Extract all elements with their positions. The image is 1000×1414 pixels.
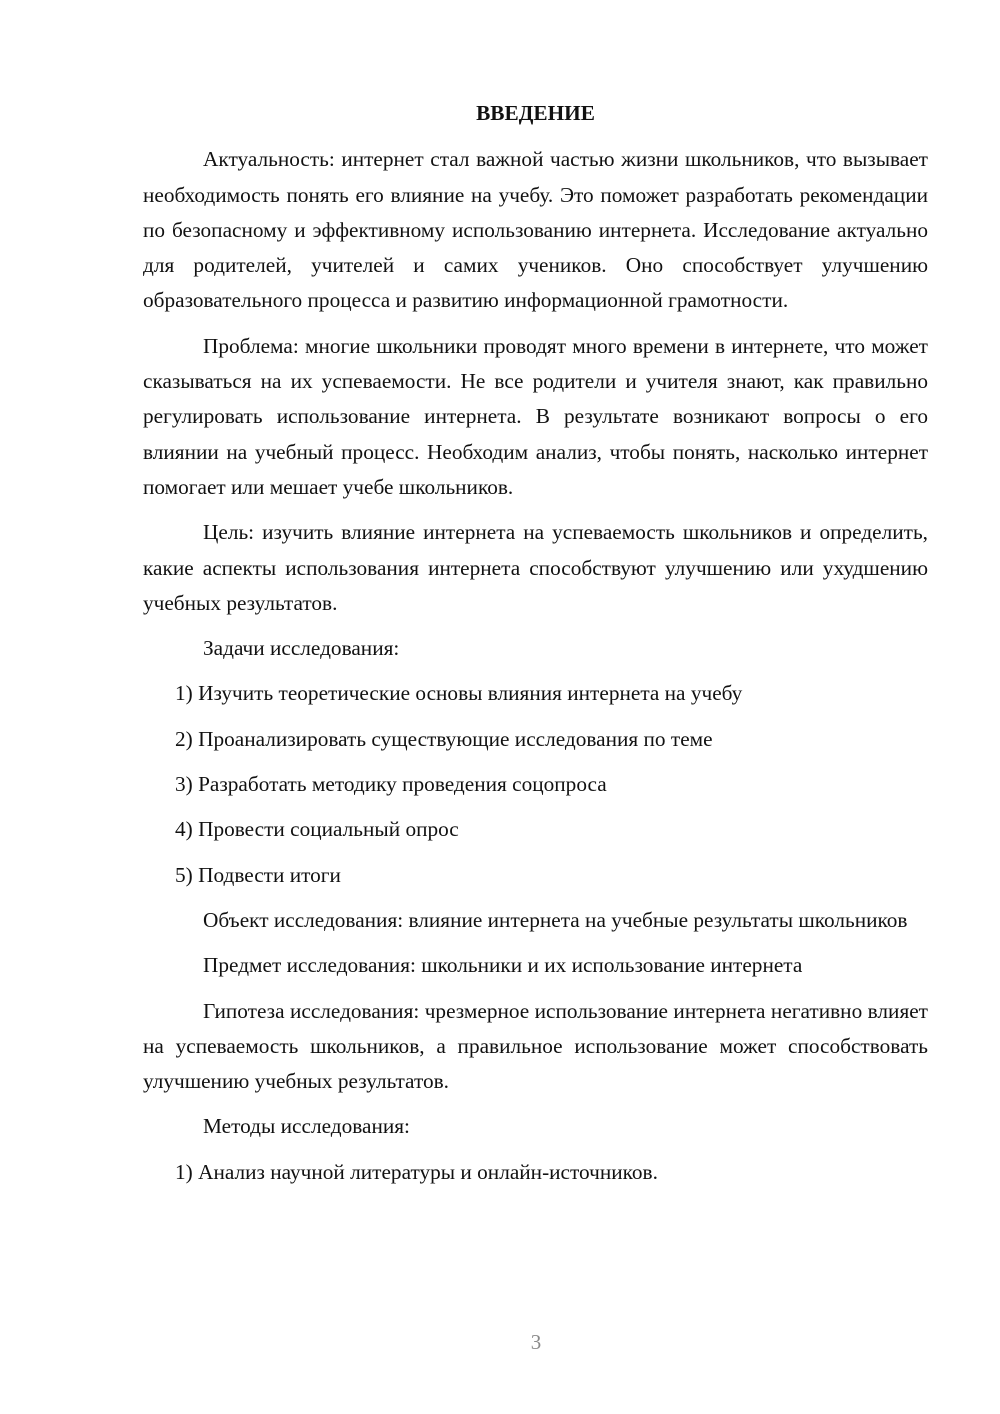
object-paragraph: Объект исследования: влияние интернета на учебные результаты школьников [203, 907, 908, 932]
method-item: 1) Анализ научной литературы и онлайн-источников. [175, 1159, 658, 1184]
task-item: 1) Изучить теоретические основы влияния интернета на учебу [175, 681, 743, 706]
relevance-paragraph: Актуальность: интернет стал важной частью жизни школьников, что вызывает необходимость понять его влияние на учебу. Это поможет разработать рекомендации по безопасному и эффективному использованию интернета. Исследование актуально для родителей, учителей и самих учеников. Оно способствует улучшению образовательного процесса и развитию информационной грамотности. [143, 147, 928, 313]
methods-title: Методы исследования: [203, 1114, 410, 1139]
tasks-title: Задачи исследования: [203, 636, 400, 661]
task-item: 5) Подвести итоги [175, 862, 341, 887]
task-item: 4) Провести социальный опрос [175, 817, 459, 842]
task-item: 2) Проанализировать существующие исследования по теме [175, 726, 713, 751]
subject-paragraph: Предмет исследования: школьники и их использование интернета [203, 953, 803, 978]
task-item: 3) Разработать методику проведения соцопроса [175, 772, 607, 797]
document-body [143, 96, 928, 1200]
page-number: 3 [530, 1330, 542, 1354]
problem-paragraph: Проблема: многие школьники проводят много времени в интернете, что может сказываться на их успеваемости. Не все родители и учителя знают, как правильно регулировать использование интернета. В результате возникают вопросы о его влиянии на учебный процесс. Необходим анализ, чтобы понять, насколько интернет помогает или мешает учебе школьников. [143, 333, 928, 499]
goal-paragraph: Цель: изучить влияние интернета на успеваемость школьников и определить, какие аспекты использования интернета способствуют улучшению или ухудшению учебных результатов. [143, 520, 928, 615]
hypothesis-paragraph: Гипотеза исследования: чрезмерное использование интернета негативно влияет на успеваемость школьников, а правильное использование может способствовать улучшению учебных результатов. [143, 998, 928, 1094]
section-heading: ВВЕДЕНИЕ [476, 101, 595, 125]
